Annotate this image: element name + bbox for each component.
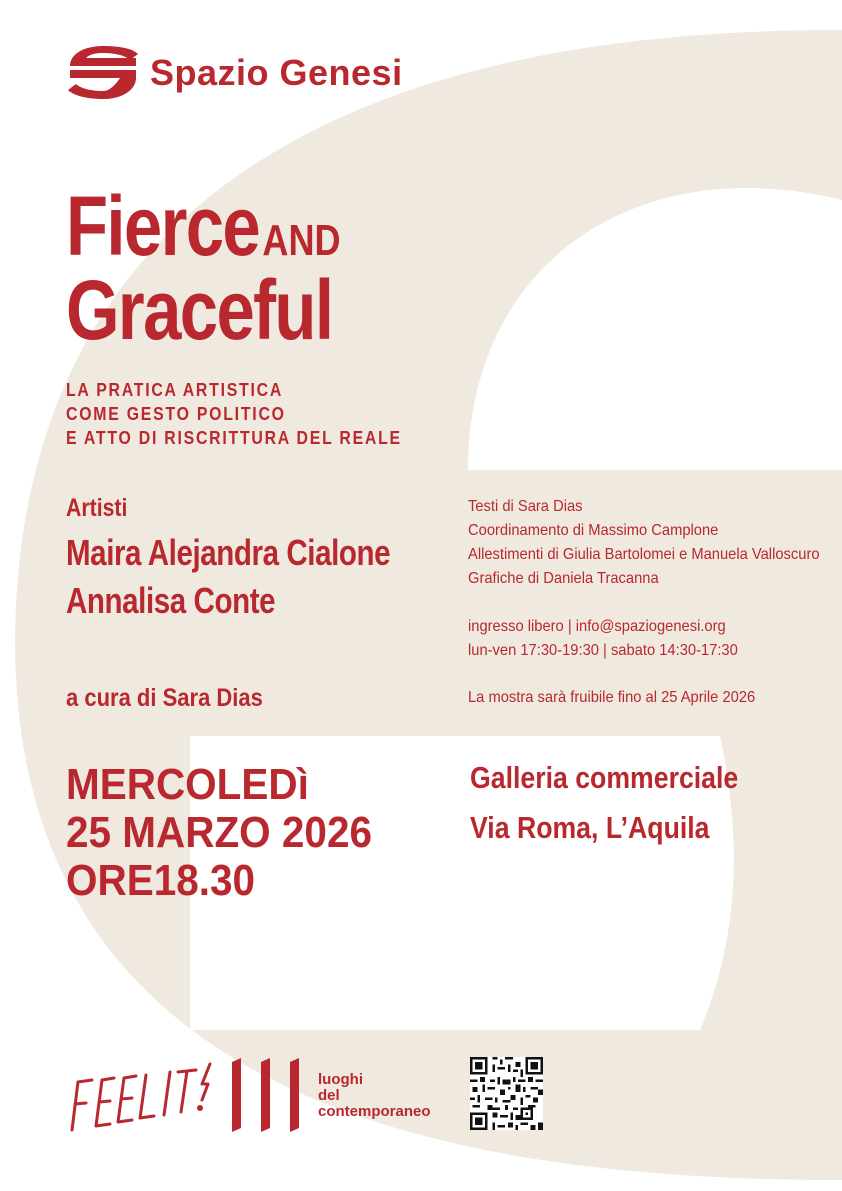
luoghi-line: contemporaneo (318, 1103, 431, 1120)
subtitle-line-1: LA PRATICA ARTISTICA (66, 380, 284, 400)
info-opening-hours: lun-ven 17:30-19:30 | sabato 14:30-17:30 (468, 642, 738, 659)
credit-line: Allestimenti di Giulia Bartolomei e Manuela Valloscuro (468, 546, 820, 563)
feel-it-logo-icon (66, 1060, 216, 1135)
venue-line-2: Via Roma, L’Aquila (470, 810, 710, 845)
brand-name: Spazio Genesi (150, 52, 403, 93)
spazio-genesi-logo-icon (66, 44, 140, 100)
luoghi-del-contemporaneo-label (318, 1072, 431, 1120)
artist-name: Annalisa Conte (66, 580, 276, 621)
event-day: MERCOLEDì (66, 760, 309, 809)
qr-code-icon[interactable] (470, 1057, 543, 1130)
luoghi-line: del (318, 1087, 340, 1104)
info-entry-contact: ingresso libero | info@spaziogenesi.org (468, 618, 726, 635)
artist-name: Maira Alejandra Cialone (66, 532, 391, 573)
title-line-2: Graceful (66, 263, 333, 357)
event-date: 25 MARZO 2026 (66, 808, 372, 857)
credit-line: Grafiche di Daniela Tracanna (468, 570, 659, 587)
luoghi-bars-icon (228, 1058, 304, 1132)
title-fierce: Fierce (66, 179, 260, 273)
event-time: ORE18.30 (66, 856, 256, 905)
info-exhibition-until: La mostra sarà fruibile fino al 25 Aprile 2026 (468, 689, 756, 706)
title-and: AND (262, 216, 341, 265)
subtitle-line-2: COME GESTO POLITICO (66, 404, 286, 424)
venue-line-1: Galleria commerciale (470, 760, 739, 795)
artists-label: Artisti (66, 494, 128, 522)
luoghi-line: luoghi (318, 1071, 363, 1088)
subtitle-line-3: E ATTO DI RISCRITTURA DEL REALE (66, 428, 402, 448)
credit-line: Testi di Sara Dias (468, 498, 583, 515)
curator-credit: a cura di Sara Dias (66, 684, 263, 712)
credit-line: Coordinamento di Massimo Camplone (468, 522, 719, 539)
